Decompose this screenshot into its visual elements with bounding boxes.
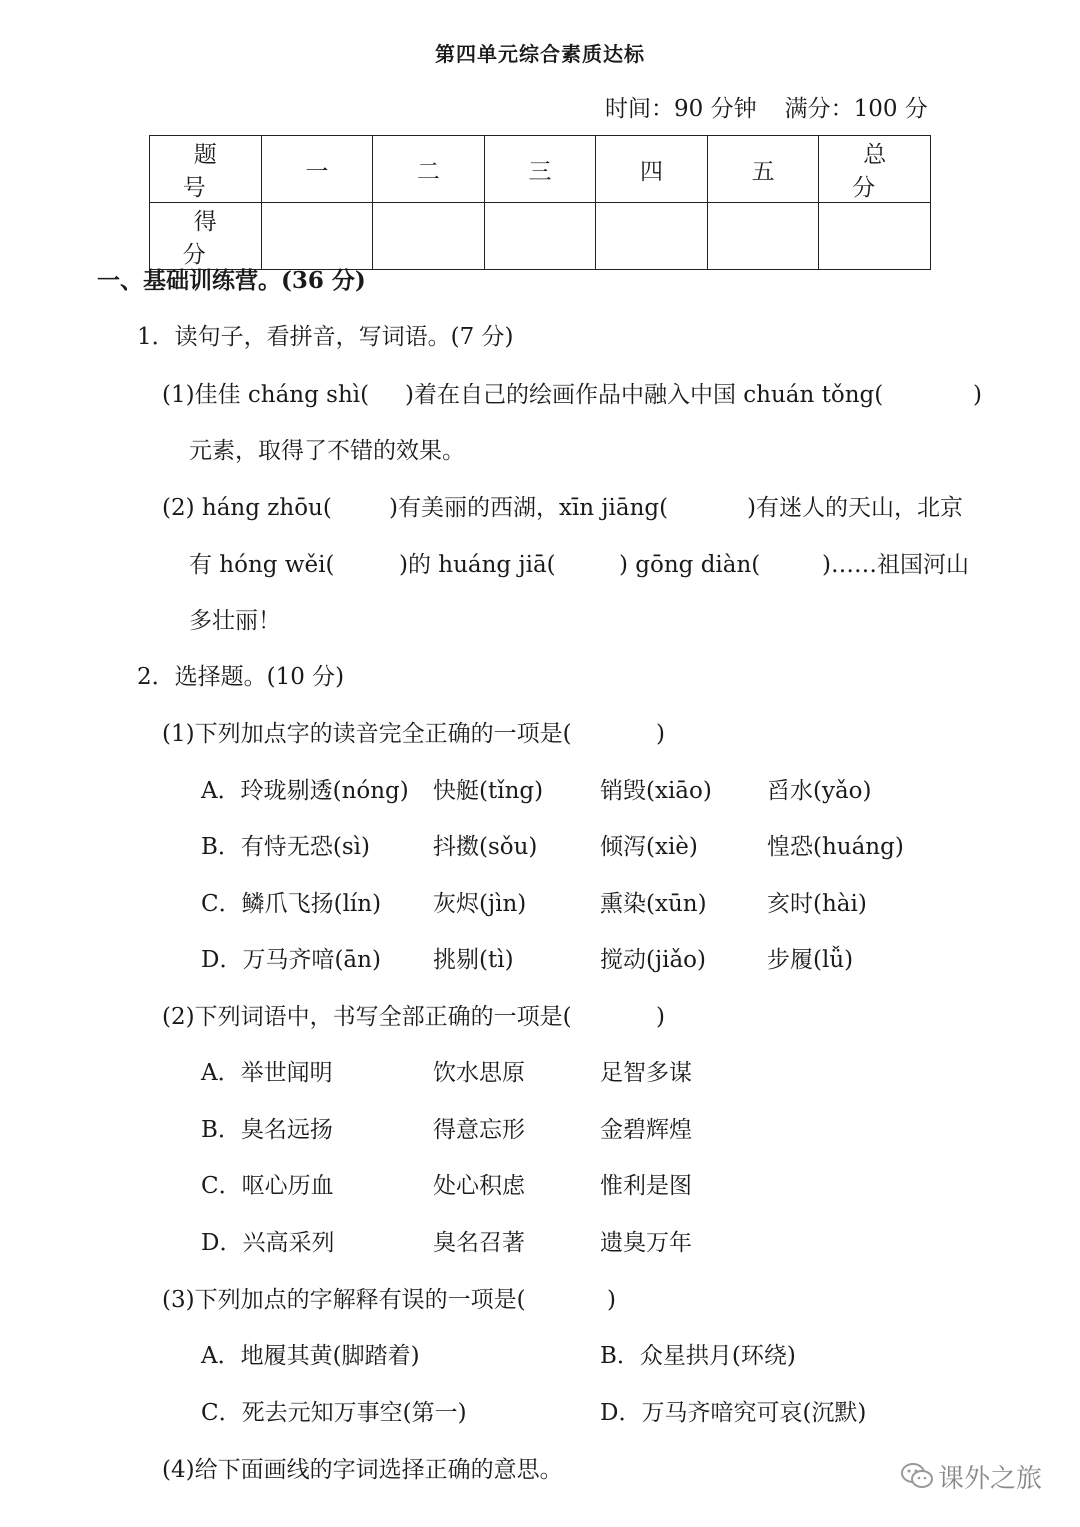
wechat-icon: [900, 1462, 934, 1497]
question-text: ): [607, 1287, 616, 1313]
question-text: (3)下列加点的字解释有误的一项是(: [162, 1287, 526, 1313]
table-cell: 得 分: [150, 203, 262, 270]
section-heading: 一、基础训练营。(36 分): [97, 267, 366, 294]
question-text: (2)下列词语中，书写全部正确的一项是(: [162, 1004, 572, 1030]
option-text: 遗臭万年: [600, 1230, 692, 1256]
full-score: 满分：100 分: [784, 96, 928, 122]
option-text: 灰烬(jìn): [433, 891, 527, 917]
option-text: D．万马齐喑(ān): [201, 947, 381, 973]
question-text: ) gōng diàn(: [619, 552, 761, 578]
option-text: 金碧辉煌: [600, 1117, 692, 1143]
option-text: A．举世闻明: [201, 1060, 333, 1086]
option-text: 搅动(jiǎo): [600, 947, 706, 973]
question-text: ): [656, 1004, 665, 1030]
page-title: 第四单元综合素质达标: [435, 42, 645, 66]
score-entry-cell[interactable]: [484, 203, 596, 270]
time-limit: 时间：90 分钟: [605, 96, 757, 122]
option-text: D．兴高采列: [201, 1230, 335, 1256]
question-text: )的 huáng jiā(: [399, 552, 556, 578]
question-stem: 1．读句子，看拼音，写词语。(7 分): [137, 324, 514, 350]
table-cell: 三: [484, 136, 596, 203]
option-text: D．万马齐喑究可哀(沉默): [600, 1400, 867, 1426]
score-entry-cell[interactable]: [707, 203, 819, 270]
watermark: [900, 1458, 1042, 1497]
option-text: B．众星拱月(环绕): [600, 1343, 796, 1369]
question-text: ): [656, 721, 665, 747]
option-text: 惶恐(huáng): [767, 834, 904, 860]
table-cell: 四: [596, 136, 708, 203]
option-text: 抖擞(sǒu): [433, 834, 538, 860]
table-cell: 二: [373, 136, 485, 203]
question-text: )有美丽的西湖，xīn jiāng(: [389, 495, 669, 521]
option-text: B．臭名远扬: [201, 1117, 333, 1143]
question-text: 元素，取得了不错的效果。: [189, 438, 465, 464]
question-text: 多壮丽！: [189, 608, 281, 634]
option-text: 足智多谋: [600, 1060, 692, 1086]
option-text: B．有恃无恐(sì): [201, 834, 371, 860]
watermark-text: 课外之旅: [938, 1464, 1043, 1494]
question-text: ): [973, 382, 982, 408]
option-text: 倾泻(xiè): [600, 834, 698, 860]
option-text: 步履(lǚ): [767, 947, 854, 973]
option-text: 熏染(xūn): [600, 891, 707, 917]
table-cell: 题 号: [150, 136, 262, 203]
option-text: 挑剔(tì): [433, 947, 514, 973]
table-cell: 一: [261, 136, 373, 203]
option-text: 臭名召著: [433, 1230, 525, 1256]
score-entry-cell[interactable]: [261, 203, 373, 270]
table-cell: 五: [707, 136, 819, 203]
option-text: 惟利是图: [600, 1173, 692, 1199]
option-text: 饮水思原: [433, 1060, 525, 1086]
question-text: )着在自己的绘画作品中融入中国 chuán tǒng(: [405, 382, 884, 408]
score-table-score-row: [150, 203, 931, 270]
option-text: 快艇(tǐng): [433, 778, 544, 804]
table-cell: 总 分: [819, 136, 931, 203]
exam-meta: [605, 90, 928, 123]
option-text: C．呕心历血: [201, 1173, 334, 1199]
score-table: [149, 135, 931, 270]
question-text: (1)佳佳 cháng shì(: [162, 382, 370, 408]
option-text: 舀水(yǎo): [767, 778, 872, 804]
question-text: )有迷人的天山，北京: [747, 495, 963, 521]
option-text: C．死去元知万事空(第一): [201, 1400, 467, 1426]
question-text: (1)下列加点字的读音完全正确的一项是(: [162, 721, 572, 747]
option-text: 处心积虑: [433, 1173, 525, 1199]
option-text: C．鳞爪飞扬(lín): [201, 891, 382, 917]
question-text: 有 hóng wěi(: [189, 552, 335, 578]
option-text: A．玲珑剔透(nóng): [201, 778, 409, 804]
question-text: (2) háng zhōu(: [162, 495, 332, 521]
score-entry-cell[interactable]: [596, 203, 708, 270]
option-text: 销毁(xiāo): [600, 778, 712, 804]
score-entry-cell[interactable]: [373, 203, 485, 270]
question-text: )……祖国河山: [822, 552, 969, 578]
option-text: 得意忘形: [433, 1117, 525, 1143]
option-text: A．地履其黄(脚踏着): [201, 1343, 420, 1369]
score-table-header-row: [150, 136, 931, 203]
question-text: (4)给下面画线的字词选择正确的意思。: [162, 1457, 563, 1483]
score-entry-cell[interactable]: [819, 203, 931, 270]
option-text: 亥时(hài): [767, 891, 867, 917]
question-stem: 2．选择题。(10 分): [137, 664, 345, 690]
